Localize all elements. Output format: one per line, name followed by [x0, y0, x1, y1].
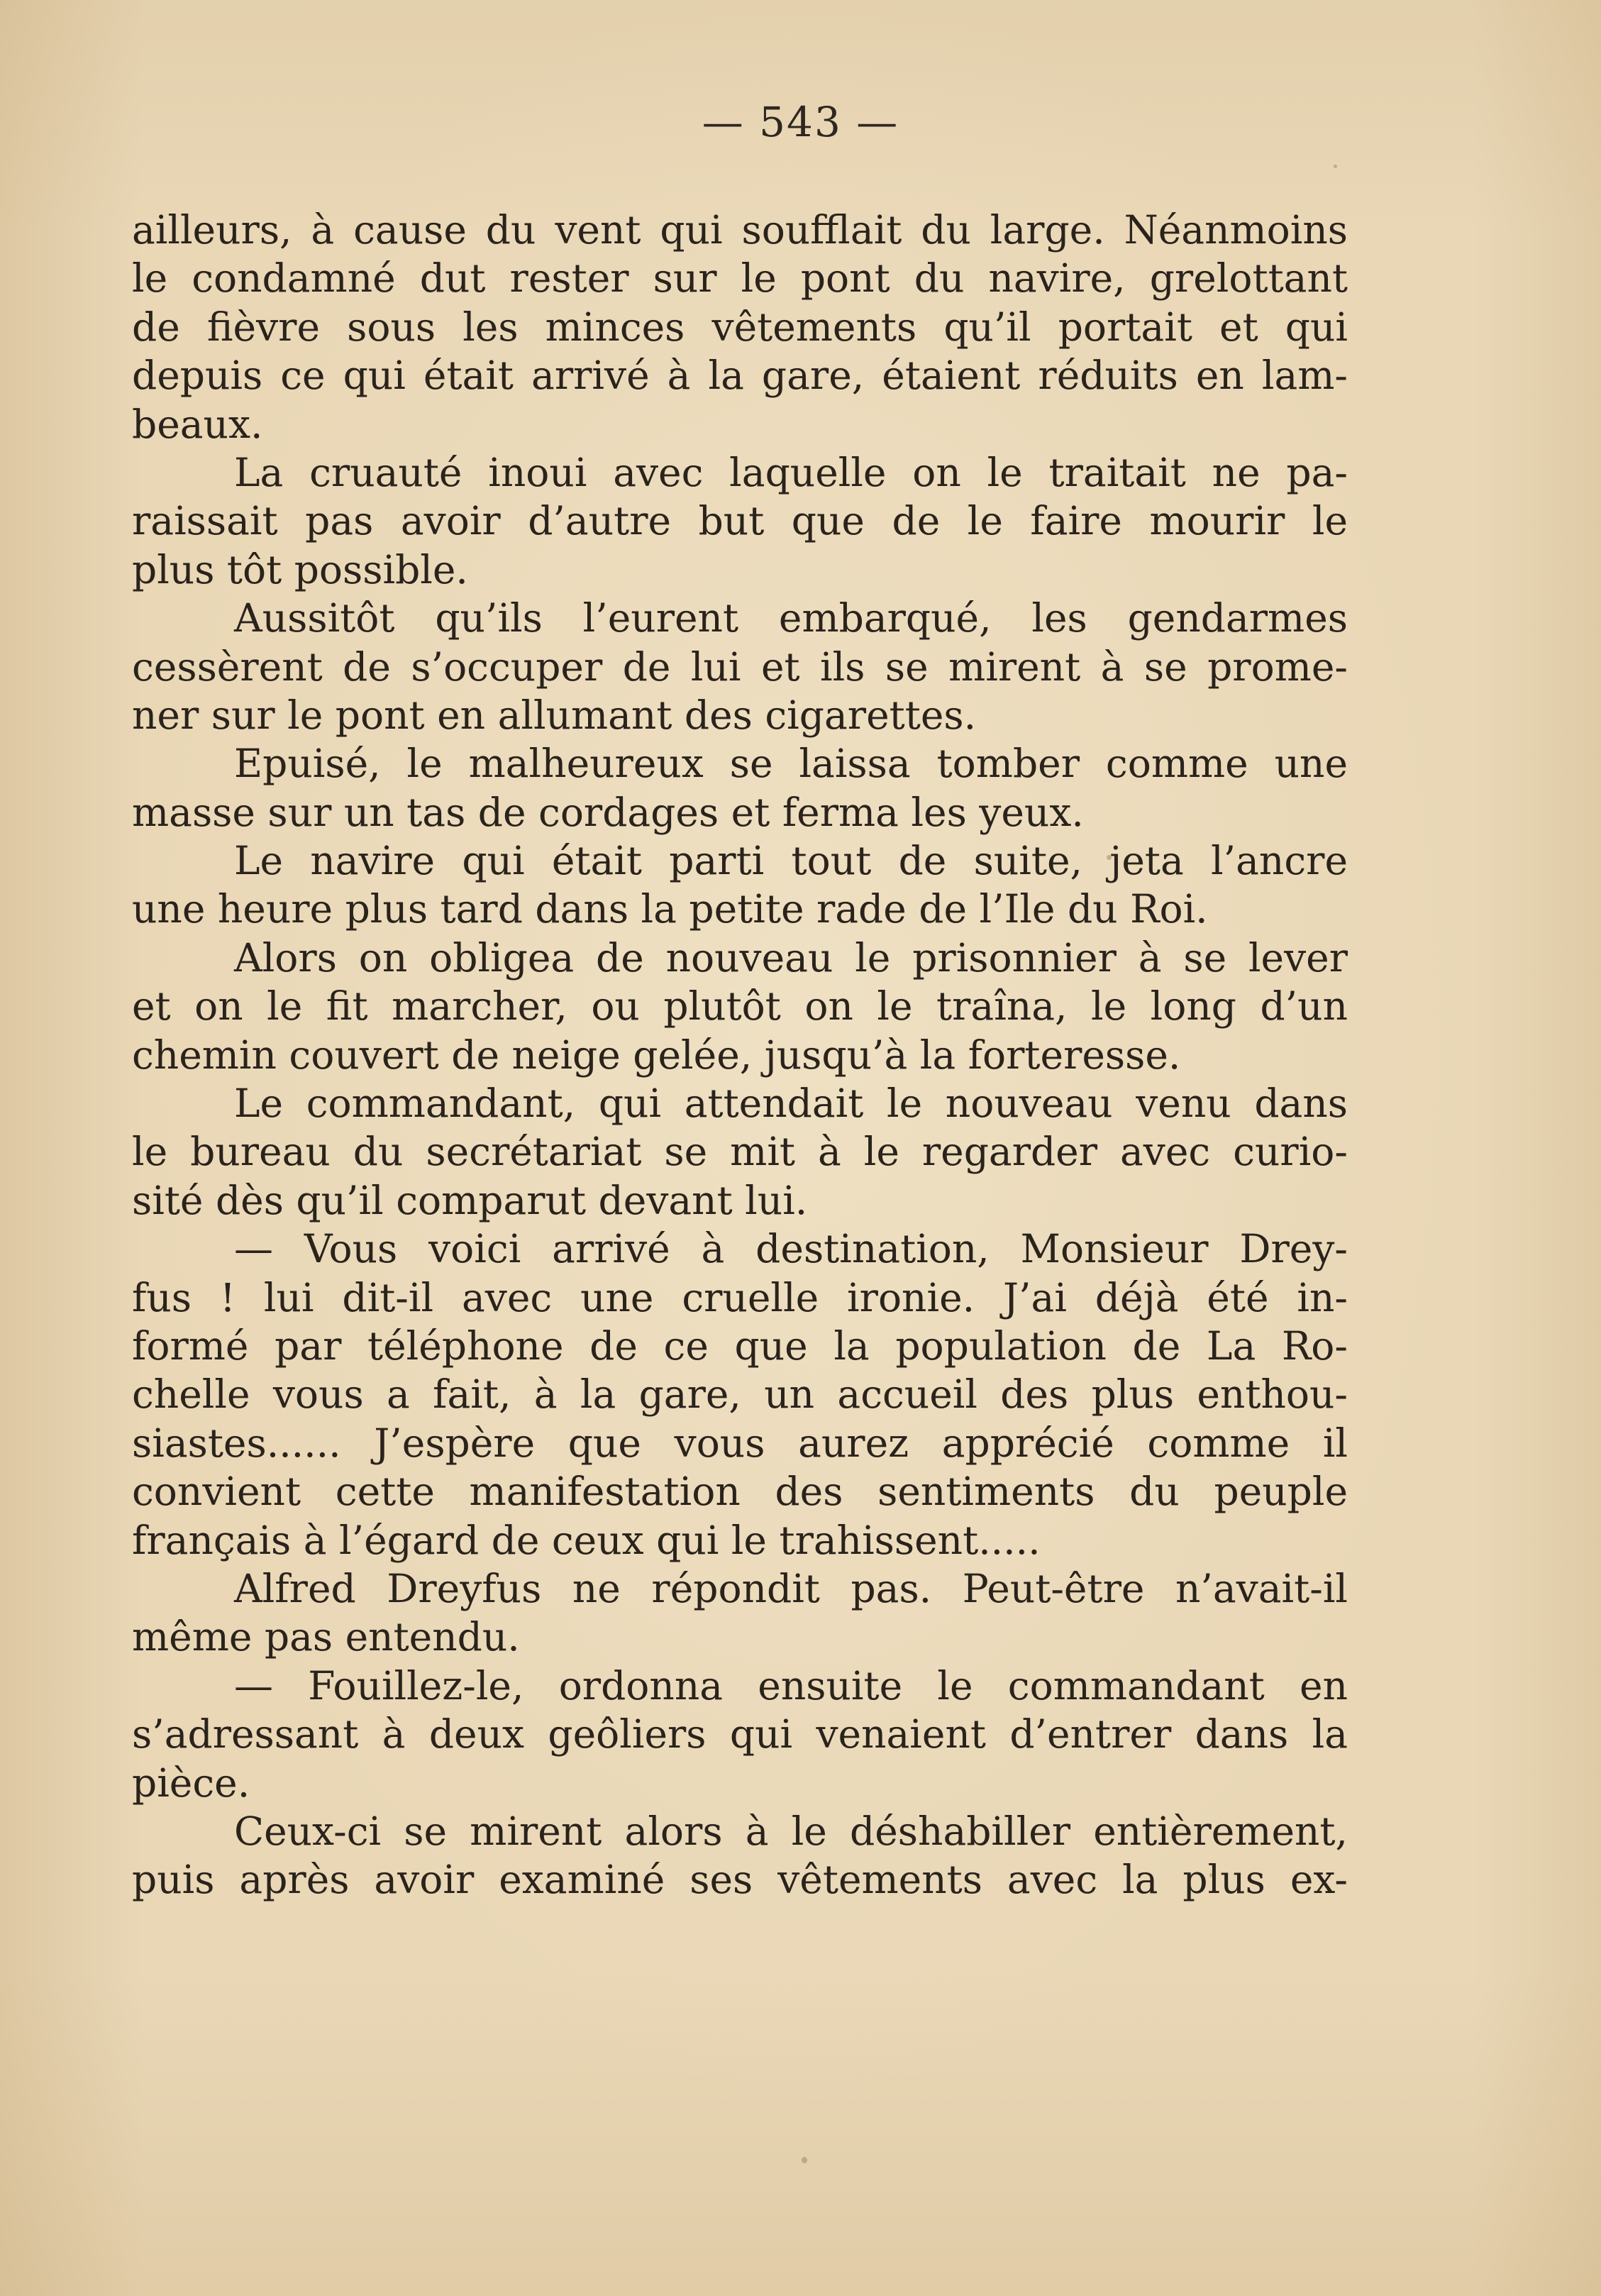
text-line: — Fouillez-le, ordonna ensuite le commandant en — [234, 1662, 1348, 1709]
text-line: s’adressant à deux geôliers qui venaient d’entrer dans la — [132, 1711, 1348, 1757]
text-line: Alfred Dreyfus ne répondit pas. Peut-être n’avait-il — [234, 1565, 1348, 1611]
text-line: Ceux-ci se mirent alors à le déshabiller entièrement, — [234, 1808, 1348, 1854]
text-line: formé par téléphone de ce que la population de La Ro- — [132, 1323, 1348, 1369]
text-line: convient cette manifestation des sentiments du peuple — [132, 1469, 1348, 1515]
page-number: — 543 — — [702, 98, 899, 146]
text-line: cessèrent de s’occuper de lui et ils se mirent à se prome- — [132, 644, 1348, 690]
text-line: français à l’égard de ceux qui le trahissent..... — [132, 1517, 1041, 1563]
text-line: pièce. — [132, 1760, 250, 1806]
text-line: La cruauté inoui avec laquelle on le traitait ne pa- — [234, 449, 1348, 495]
text-line: et on le fit marcher, ou plutôt on le traîna, le long d’un — [132, 983, 1348, 1030]
paper-speck — [802, 2157, 807, 2163]
text-line: — Vous voici arrivé à destination, Monsieur Drey- — [234, 1226, 1348, 1272]
text-line: depuis ce qui était arrivé à la gare, étaient réduits en lam- — [132, 353, 1348, 399]
text-line: une heure plus tard dans la petite rade de l’Ile du Roi. — [132, 886, 1208, 932]
text-line: raissait pas avoir d’autre but que de le faire mourir le — [132, 498, 1348, 544]
text-line: masse sur un tas de cordages et ferma les yeux. — [132, 789, 1084, 835]
text-line: Epuisé, le malheureux se laissa tomber comme une — [234, 741, 1348, 787]
text-line: siastes...... J’espère que vous aurez apprécié comme il — [132, 1420, 1348, 1466]
text-line: puis après avoir examiné ses vêtements avec la plus ex- — [132, 1857, 1348, 1903]
text-line: Le commandant, qui attendait le nouveau venu dans — [234, 1081, 1348, 1127]
text-line: ailleurs, à cause du vent qui soufflait du large. Néanmoins — [132, 207, 1348, 253]
text-line: Alors on obligea de nouveau le prisonnier à se lever — [234, 934, 1348, 981]
text-line: Aussitôt qu’ils l’eurent embarqué, les gendarmes — [234, 595, 1348, 641]
paper-speck — [1334, 165, 1337, 168]
text-line: sité dès qu’il comparut devant lui. — [132, 1177, 808, 1223]
text-line: plus tôt possible. — [132, 546, 468, 592]
text-line: fus ! lui dit-il avec une cruelle ironie. J’ai déjà été in- — [132, 1274, 1348, 1320]
text-line: Le navire qui était parti tout de suite, jeta l’ancre — [234, 838, 1348, 884]
text-line: le condamné dut rester sur le pont du navire, grelottant — [132, 255, 1348, 302]
text-line: chemin couvert de neige gelée, jusqu’à la forteresse. — [132, 1032, 1181, 1078]
body-text — [132, 206, 1348, 1904]
text-line: de fièvre sous les minces vêtements qu’il portait et qui — [132, 304, 1348, 350]
text-line: beaux. — [132, 401, 263, 447]
text-line: même pas entendu. — [132, 1614, 520, 1660]
text-line: le bureau du secrétariat se mit à le regarder avec curio- — [132, 1129, 1348, 1175]
text-line: chelle vous a fait, à la gare, un accueil des plus enthou- — [132, 1371, 1348, 1418]
text-line: ner sur le pont en allumant des cigarettes. — [132, 692, 977, 738]
